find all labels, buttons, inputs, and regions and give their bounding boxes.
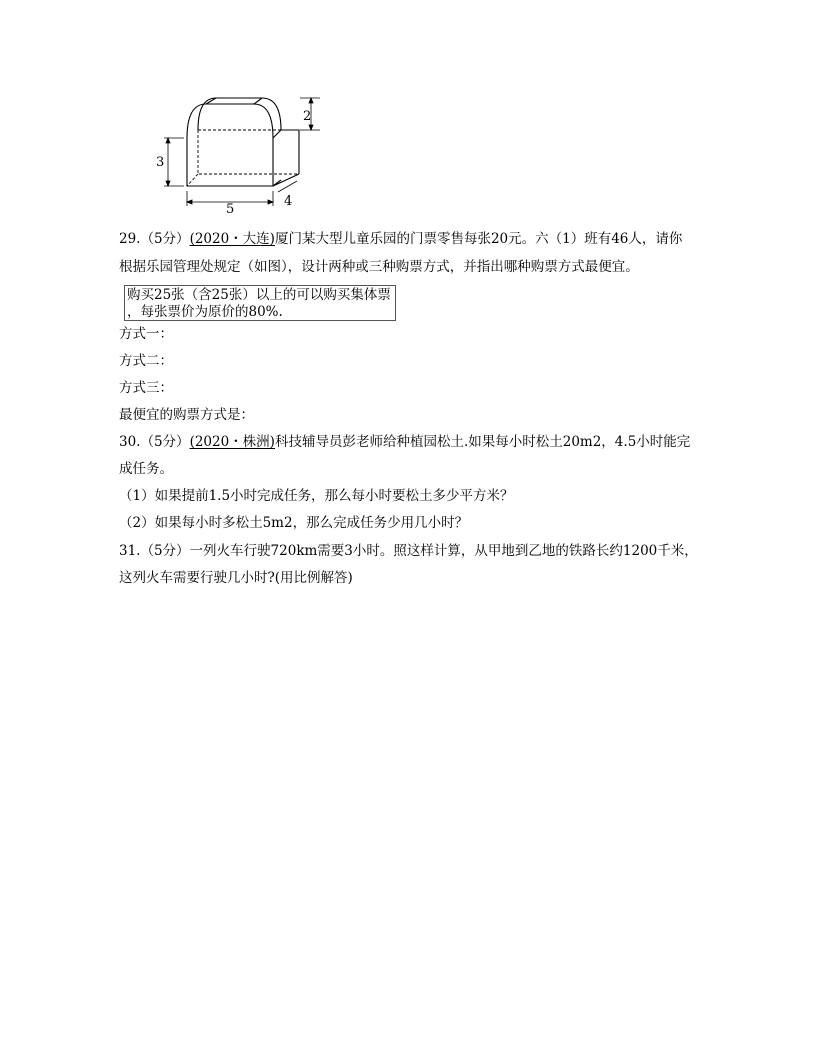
q29-cheapest: 最便宜的购票方式是： bbox=[119, 407, 254, 423]
figure-hidden-edges bbox=[187, 130, 299, 186]
q29-source-link[interactable]: (2020・大连) bbox=[189, 231, 275, 247]
figure-label-height: 3 bbox=[156, 155, 165, 170]
q30-line2: 成任务。 bbox=[119, 461, 173, 477]
figure-label-top-height: 2 bbox=[303, 109, 312, 124]
figure-front-arch bbox=[187, 104, 273, 138]
q30-line1: 30.（5分）(2020・株洲)科技辅导员彭老师给种植园松土.如果每小时松土20m2，4.5小时能完 bbox=[119, 434, 691, 450]
q30-source-link[interactable]: (2020・株洲) bbox=[189, 434, 275, 450]
q31-line2: 这列火车需要行驶几小时?(用比例解答) bbox=[119, 570, 353, 586]
cuboid-arch-figure bbox=[150, 96, 312, 217]
ticket-rule-box bbox=[124, 285, 396, 321]
figure-label-width: 4 bbox=[284, 194, 293, 209]
q29-line1: 29.（5分）(2020・大连)厦门某大型儿童乐园的门票零售每张20元。六（1）班有46人，请你 bbox=[119, 231, 683, 247]
q29-line2: 根据乐园管理处规定（如图），设计两种或三种购票方式，并指出哪种购票方式最便宜。 bbox=[119, 259, 639, 275]
q30-sub1: （1）如果提前1.5小时完成任务，那么每小时要松土多少平方米？ bbox=[119, 488, 514, 504]
q29-way1: 方式一： bbox=[119, 326, 173, 342]
ticket-rule-line1: 购买25张（含25张）以上的可以购买集体票 bbox=[127, 287, 391, 303]
q31-line1: 31.（5分）一列火车行驶720km需要3小时。照这样计算，从甲地到乙地的铁路长约1200千米， bbox=[119, 543, 698, 559]
figure-label-length: 5 bbox=[226, 202, 235, 217]
q30-sub2: （2）如果每小时多松土5m2，那么完成任务少用几小时？ bbox=[119, 515, 469, 531]
q29-way2: 方式二： bbox=[119, 353, 173, 369]
ticket-rule-line2: ，每张票价为原价的80%. bbox=[127, 304, 283, 320]
figure-front-face bbox=[187, 138, 273, 186]
q29-way3: 方式三： bbox=[119, 380, 173, 396]
